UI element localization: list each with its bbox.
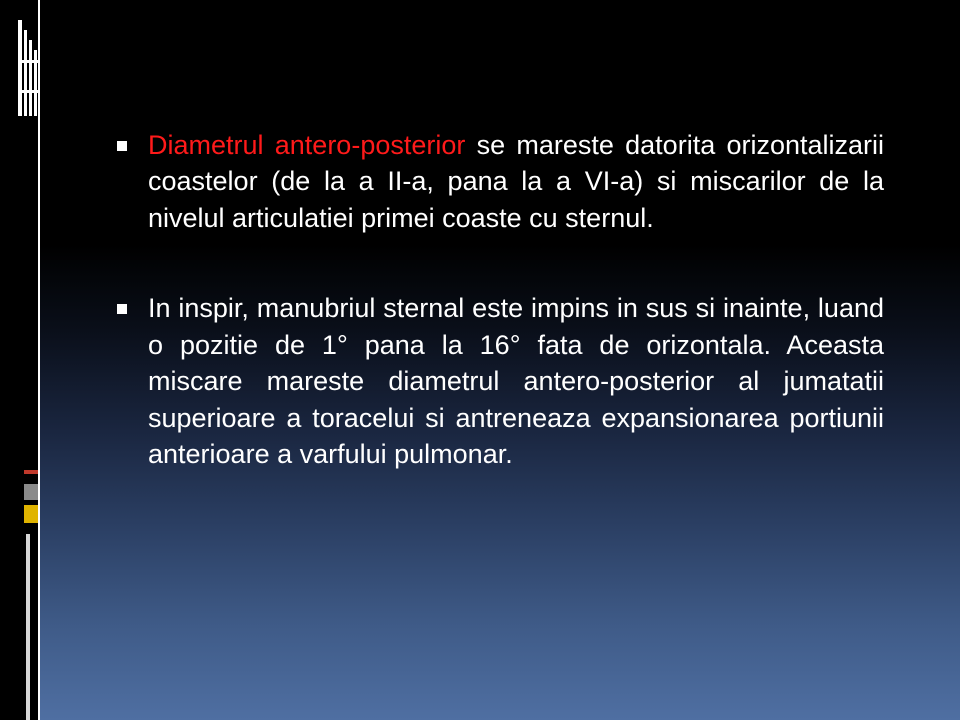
text-content [112,127,884,473]
bullet-item [112,127,884,236]
bullet-text: se mareste datorita orizontalizarii coastelor (de la a II-a, pana la a VI-a) si miscarilor de la nivelul articulatiei primei coaste cu sternul. [148,130,885,233]
highlight-term: Diametrul antero-posterior [148,130,466,160]
edge-line [38,0,40,720]
accent-yellow-block [24,505,38,523]
square-bullet-icon [117,304,127,314]
accent-gray-block [24,484,38,500]
accent-white-bar [26,534,30,720]
bullet-item [112,290,884,472]
bullet-text: In inspir, manubriul sternal este impins in sus si inainte, luand o pozitie de 1° pana la 16° fata de orizontala. Aceasta miscare mareste diametrul antero-posterior al jumatatii superioare a toracelui si antreneaza expansionarea portiunii anterioare a varfului pulmonar. [148,293,884,470]
square-bullet-icon [117,141,127,151]
accent-red-dot [24,470,38,474]
